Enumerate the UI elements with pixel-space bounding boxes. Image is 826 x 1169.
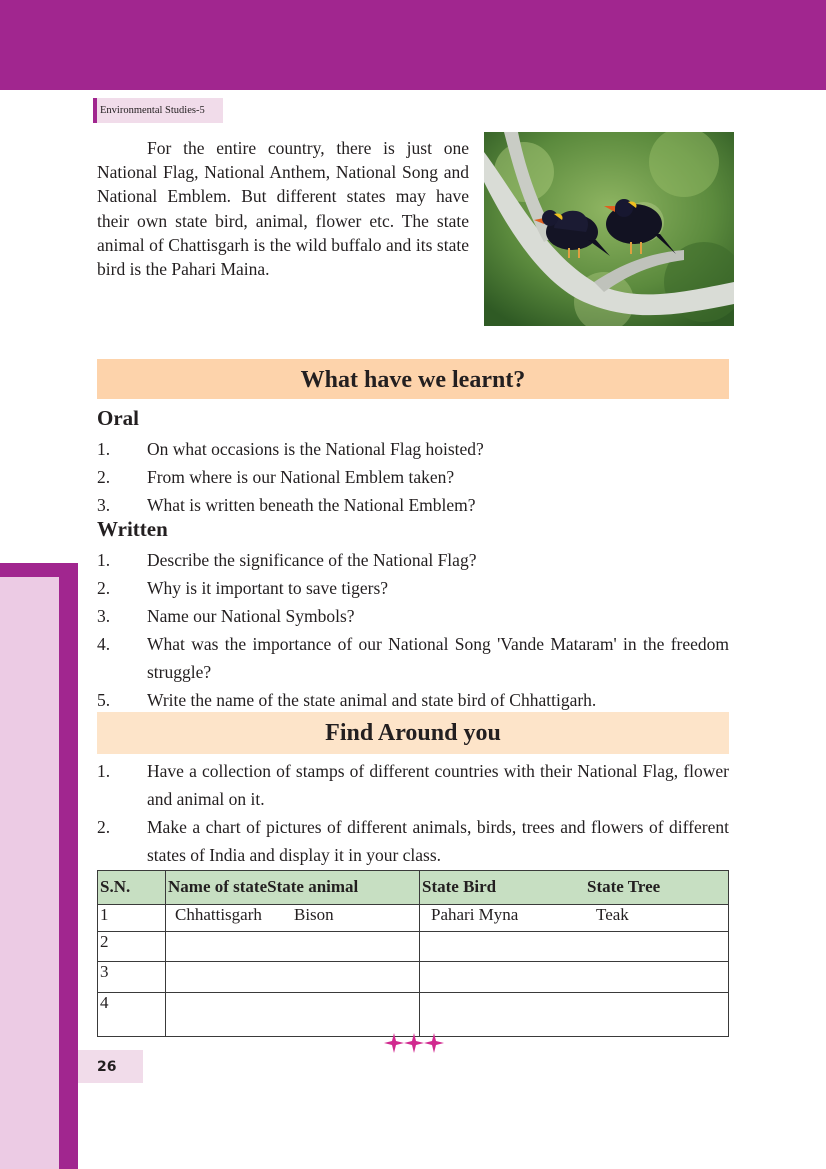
table-row: [98, 905, 729, 932]
cell-sn: 3: [98, 962, 166, 993]
cell-state: Chhattisgarh: [175, 905, 262, 924]
list-item: [97, 602, 729, 630]
item-text: Have a collection of stamps of different countries with their National Flag, flower and animal on it.: [147, 761, 729, 809]
item-text: Name our National Symbols?: [147, 606, 355, 626]
cell-tree: Teak: [596, 905, 629, 924]
cell-bird-tree: [420, 993, 729, 1037]
header-bird: State Bird: [422, 877, 497, 896]
table-row: [98, 993, 729, 1037]
list-item: [97, 463, 729, 491]
list-item: [97, 574, 729, 602]
item-number: 2.: [97, 578, 111, 598]
cell-state-animal: [166, 932, 420, 962]
find-around-you-heading: Find Around you: [97, 712, 729, 754]
list-item: [97, 435, 729, 463]
list-item: [97, 686, 729, 714]
list-item: [97, 813, 729, 869]
what-have-we-learnt-heading: What have we learnt?: [97, 359, 729, 399]
oral-questions: [97, 435, 729, 519]
item-number: 3.: [97, 495, 111, 515]
cell-sn: 1: [98, 905, 166, 932]
cell-sn: 2: [98, 932, 166, 962]
header-animal: State animal: [267, 877, 359, 896]
table-header-row: [98, 871, 729, 905]
cell-state-animal: [166, 993, 420, 1037]
item-text: From where is our National Emblem taken?: [147, 467, 455, 487]
item-number: 5.: [97, 690, 111, 710]
header-sn: S.N.: [98, 871, 166, 905]
cell-bird-tree: [420, 932, 729, 962]
pahari-maina-birds-photo: [484, 132, 734, 326]
item-text: Why is it important to save tigers?: [147, 578, 389, 598]
running-head: Environmental Studies-5: [93, 98, 223, 123]
item-number: 4.: [97, 634, 111, 654]
cell-animal: Bison: [294, 905, 334, 924]
cell-bird-tree: [420, 962, 729, 993]
item-number: 3.: [97, 606, 111, 626]
item-text: Write the name of the state animal and state bird of Chhattigarh.: [147, 690, 597, 710]
header-tree: State Tree: [587, 877, 661, 896]
item-text: Make a chart of pictures of different animals, birds, trees and flowers of different states of India and display it in your class.: [147, 817, 729, 865]
left-color-band-inner: [0, 577, 59, 1169]
list-item: [97, 630, 729, 686]
item-text: On what occasions is the National Flag hoisted?: [147, 439, 484, 459]
header-state: Name of state: [168, 877, 268, 896]
item-text: What is written beneath the National Emblem?: [147, 495, 476, 515]
cell-state-animal: [166, 962, 420, 993]
item-number: 2.: [97, 817, 111, 837]
list-item: [97, 491, 729, 519]
table-row: [98, 932, 729, 962]
cell-bird-tree: [420, 905, 729, 932]
header-state-animal: [166, 871, 420, 905]
list-item: [97, 546, 729, 574]
find-around-items: [97, 757, 729, 869]
item-number: 1.: [97, 550, 111, 570]
item-number: 1.: [97, 439, 111, 459]
item-number: 1.: [97, 761, 111, 781]
cell-sn: 4: [98, 993, 166, 1037]
written-heading: Written: [97, 517, 168, 541]
intro-paragraph: For the entire country, there is just one National Flag, National Anthem, National Song and National Emblem. But different states may have their own state bird, animal, flower etc. The state animal of Chattisgarh is the wild buffalo and its state bird is the Pahari Maina.: [97, 138, 469, 280]
state-symbols-table: [97, 870, 729, 1037]
birds-photo-illustration: [484, 132, 734, 326]
oral-heading: Oral: [97, 406, 139, 430]
cell-bird: Pahari Myna: [431, 905, 519, 924]
sparkle-stars-icon: [384, 1031, 444, 1055]
header-bird-tree: [420, 871, 729, 905]
item-text: Describe the significance of the National Flag?: [147, 550, 477, 570]
item-text: What was the importance of our National Song 'Vande Mataram' in the freedom struggle?: [147, 634, 729, 682]
intro-text: [97, 136, 469, 281]
top-color-band: [0, 0, 826, 90]
list-item: [97, 757, 729, 813]
item-number: 2.: [97, 467, 111, 487]
written-questions: [97, 546, 729, 714]
cell-state-animal: [166, 905, 420, 932]
page-number: 26: [78, 1050, 143, 1083]
table-row: [98, 962, 729, 993]
